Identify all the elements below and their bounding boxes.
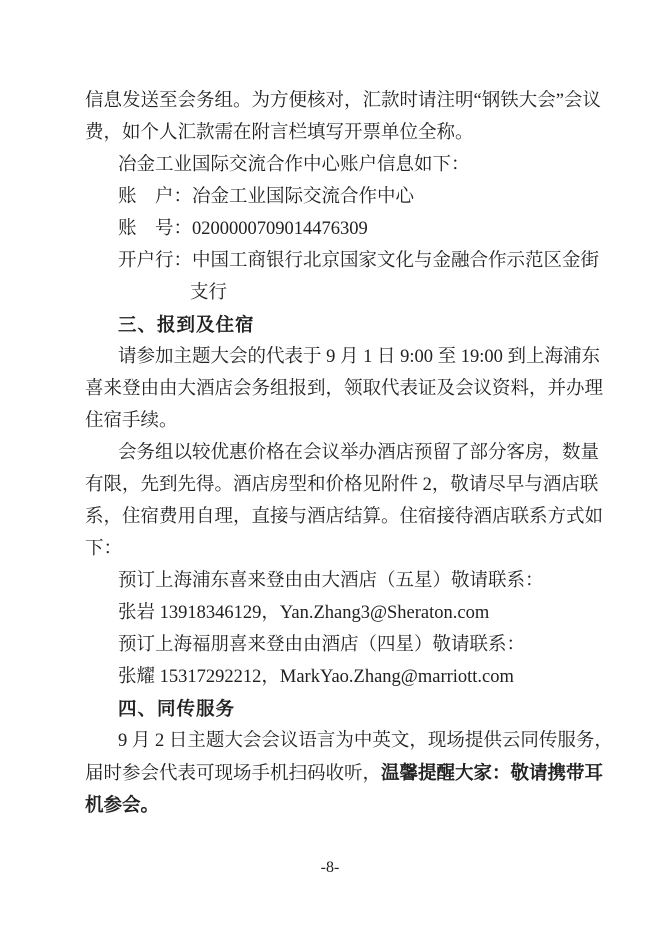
page-number: -8-	[320, 859, 340, 876]
document-body	[85, 85, 612, 821]
text-line: 下：	[85, 539, 123, 559]
text-run: 届时参会代表可现场手机扫码收听，	[85, 764, 382, 784]
section-heading-registration: 三、报到及住宿	[118, 314, 255, 335]
text-line: 信息发送至会务组。为方便核对，汇款时请注明“钢铁大会”会议	[85, 91, 601, 111]
bank-branch-line: 开户行：中国工商银行北京国家文化与金融合作示范区金街	[118, 251, 600, 271]
text-line: 费，如个人汇款需在附言栏填写开票单位全称。	[85, 123, 474, 143]
text-line: 9 月 2 日主题大会会议语言为中英文，现场提供云同传服务，	[118, 731, 613, 751]
hotel-contact-line: 张耀 15317292212，MarkYao.Zhang@marriott.com	[118, 667, 514, 687]
bank-branch-line-continuation: 支行	[190, 283, 228, 303]
bold-reminder-run: 温馨提醒大家：敬请携带耳	[381, 762, 604, 783]
hotel-booking-line: 预订上海浦东喜来登由由大酒店（五星）敬请联系：	[118, 571, 544, 591]
text-line: 住宿手续。	[85, 411, 178, 431]
bold-reminder-line: 机参会。	[85, 794, 160, 815]
text-line: 系，住宿费用自理，直接与酒店结算。住宿接待酒店联系方式如	[85, 507, 604, 527]
text-line: 喜来登由由大酒店会务组报到，领取代表证及会议资料，并办理	[85, 379, 604, 399]
text-line: 请参加主题大会的代表于 9 月 1 日 9:00 至 19:00 到上海浦东	[118, 347, 601, 367]
account-name-line: 账 户：冶金工业国际交流合作中心	[118, 187, 415, 207]
text-line: 有限，先到先得。酒店房型和价格见附件 2，敬请尽早与酒店联	[85, 475, 599, 495]
section-heading-interpretation: 四、同传服务	[118, 698, 236, 719]
text-line	[85, 757, 612, 789]
account-number-line: 账 号：0200000709014476309	[118, 219, 368, 239]
hotel-contact-line: 张岩 13918346129，Yan.Zhang3@Sheraton.com	[118, 603, 490, 623]
text-line: 会务组以较优惠价格在会议举办酒店预留了部分客房，数量	[118, 443, 600, 463]
text-line: 冶金工业国际交流合作中心账户信息如下：	[118, 155, 470, 175]
hotel-booking-line: 预订上海福朋喜来登由由酒店（四星）敬请联系：	[118, 635, 526, 655]
